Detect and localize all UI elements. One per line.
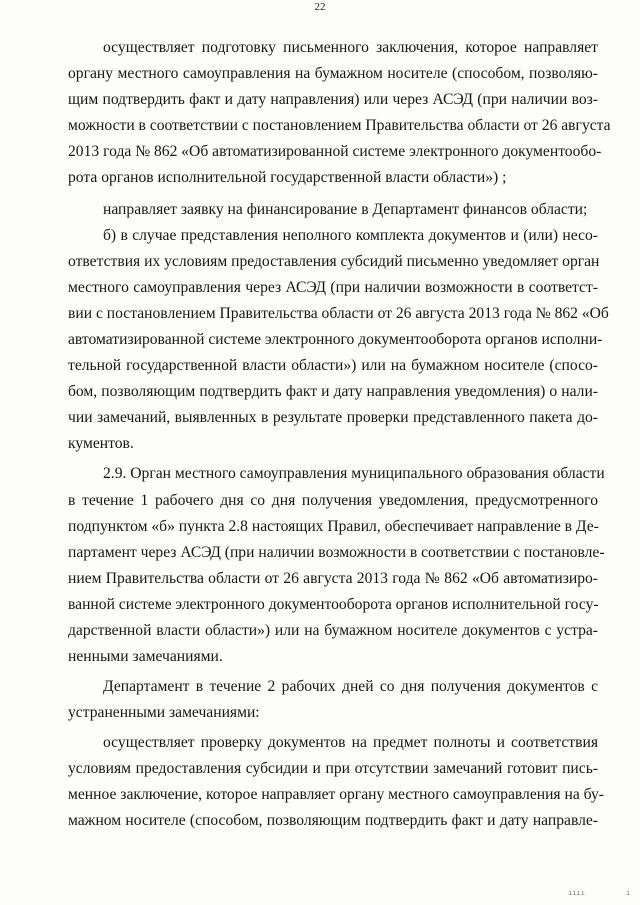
scan-mark: ı	[626, 890, 631, 898]
text-line: осуществляет подготовку письменного заключения, которое направляет	[103, 39, 598, 56]
text-line: рота органов исполнительной государственной власти области») ;	[68, 169, 507, 186]
text-line: можности в соответствии с постановлением Правительства области от 26 августа	[68, 117, 611, 134]
text-line: устраненными замечаниями:	[68, 704, 260, 721]
text-line: условиям предоставления субсидии и при отсутствии замечаний готовит пись-	[68, 760, 598, 777]
text-line: тельной государственной власти области») или на бумажном носителе (спосо-	[68, 357, 598, 374]
text-line: в течение 1 рабочего дня со дня получения уведомления, предусмотренного	[68, 492, 598, 509]
text-line: подпунктом «б» пункта 2.8 настоящих Правил, обеспечивает направление в Де-	[68, 518, 599, 535]
page-number: 22	[314, 1, 326, 13]
text-line: щим подтвердить факт и дату направления) или через АСЭД (при наличии воз-	[68, 91, 598, 108]
text-line: мажном носителе (способом, позволяющим подтвердить факт и дату направле-	[68, 812, 598, 829]
text-line: кументов.	[68, 435, 134, 452]
scan-mark: ıııı	[568, 890, 585, 898]
text-line: Департамент в течение 2 рабочих дней со дня получения документов с	[103, 678, 598, 695]
text-line: ненными замечаниями.	[68, 648, 223, 665]
text-line: 2013 года № 862 «Об автоматизированной системе электронного документообо-	[68, 143, 602, 160]
text-line: местного самоуправления через АСЭД (при наличии возможности в соответст-	[68, 279, 598, 296]
text-line: чии замечаний, выявленных в результате проверки представленного пакета до-	[68, 409, 598, 426]
text-line: ответствия их условиям предоставления субсидий письменно уведомляет орган	[68, 253, 600, 270]
text-line: направляет заявку на финансирование в Департамент финансов области;	[103, 201, 588, 218]
text-line: партамент через АСЭД (при наличии возможности в соответствии с постановле-	[68, 544, 605, 561]
text-line: дарственной власти области») или на бумажном носителе документов с устра-	[68, 622, 598, 639]
text-line: органу местного самоуправления на бумажном носителе (способом, позволяю-	[68, 65, 598, 82]
text-line: 2.9. Орган местного самоуправления муниципального образования области	[103, 465, 605, 482]
text-line: осуществляет проверку документов на предмет полноты и соответствия	[103, 734, 598, 751]
text-line: менное заключение, которое направляет органу местного самоуправления на бу-	[68, 786, 604, 803]
text-line: нием Правительства области от 26 августа 2013 года № 862 «Об автоматизиро-	[68, 570, 598, 587]
text-line: ванной системе электронного документооборота органов исполнительной госу-	[68, 596, 599, 613]
text-line: б) в случае представления неполного комплекта документов и (или) несо-	[103, 227, 598, 244]
text-line: вии с постановлением Правительства области от 26 августа 2013 года № 862 «Об	[68, 305, 609, 322]
text-line: автоматизированной системе электронного документооборота органов исполни-	[68, 331, 603, 348]
text-line: бом, позволяющим подтвердить факт и дату направления уведомления) о нали-	[68, 383, 598, 400]
